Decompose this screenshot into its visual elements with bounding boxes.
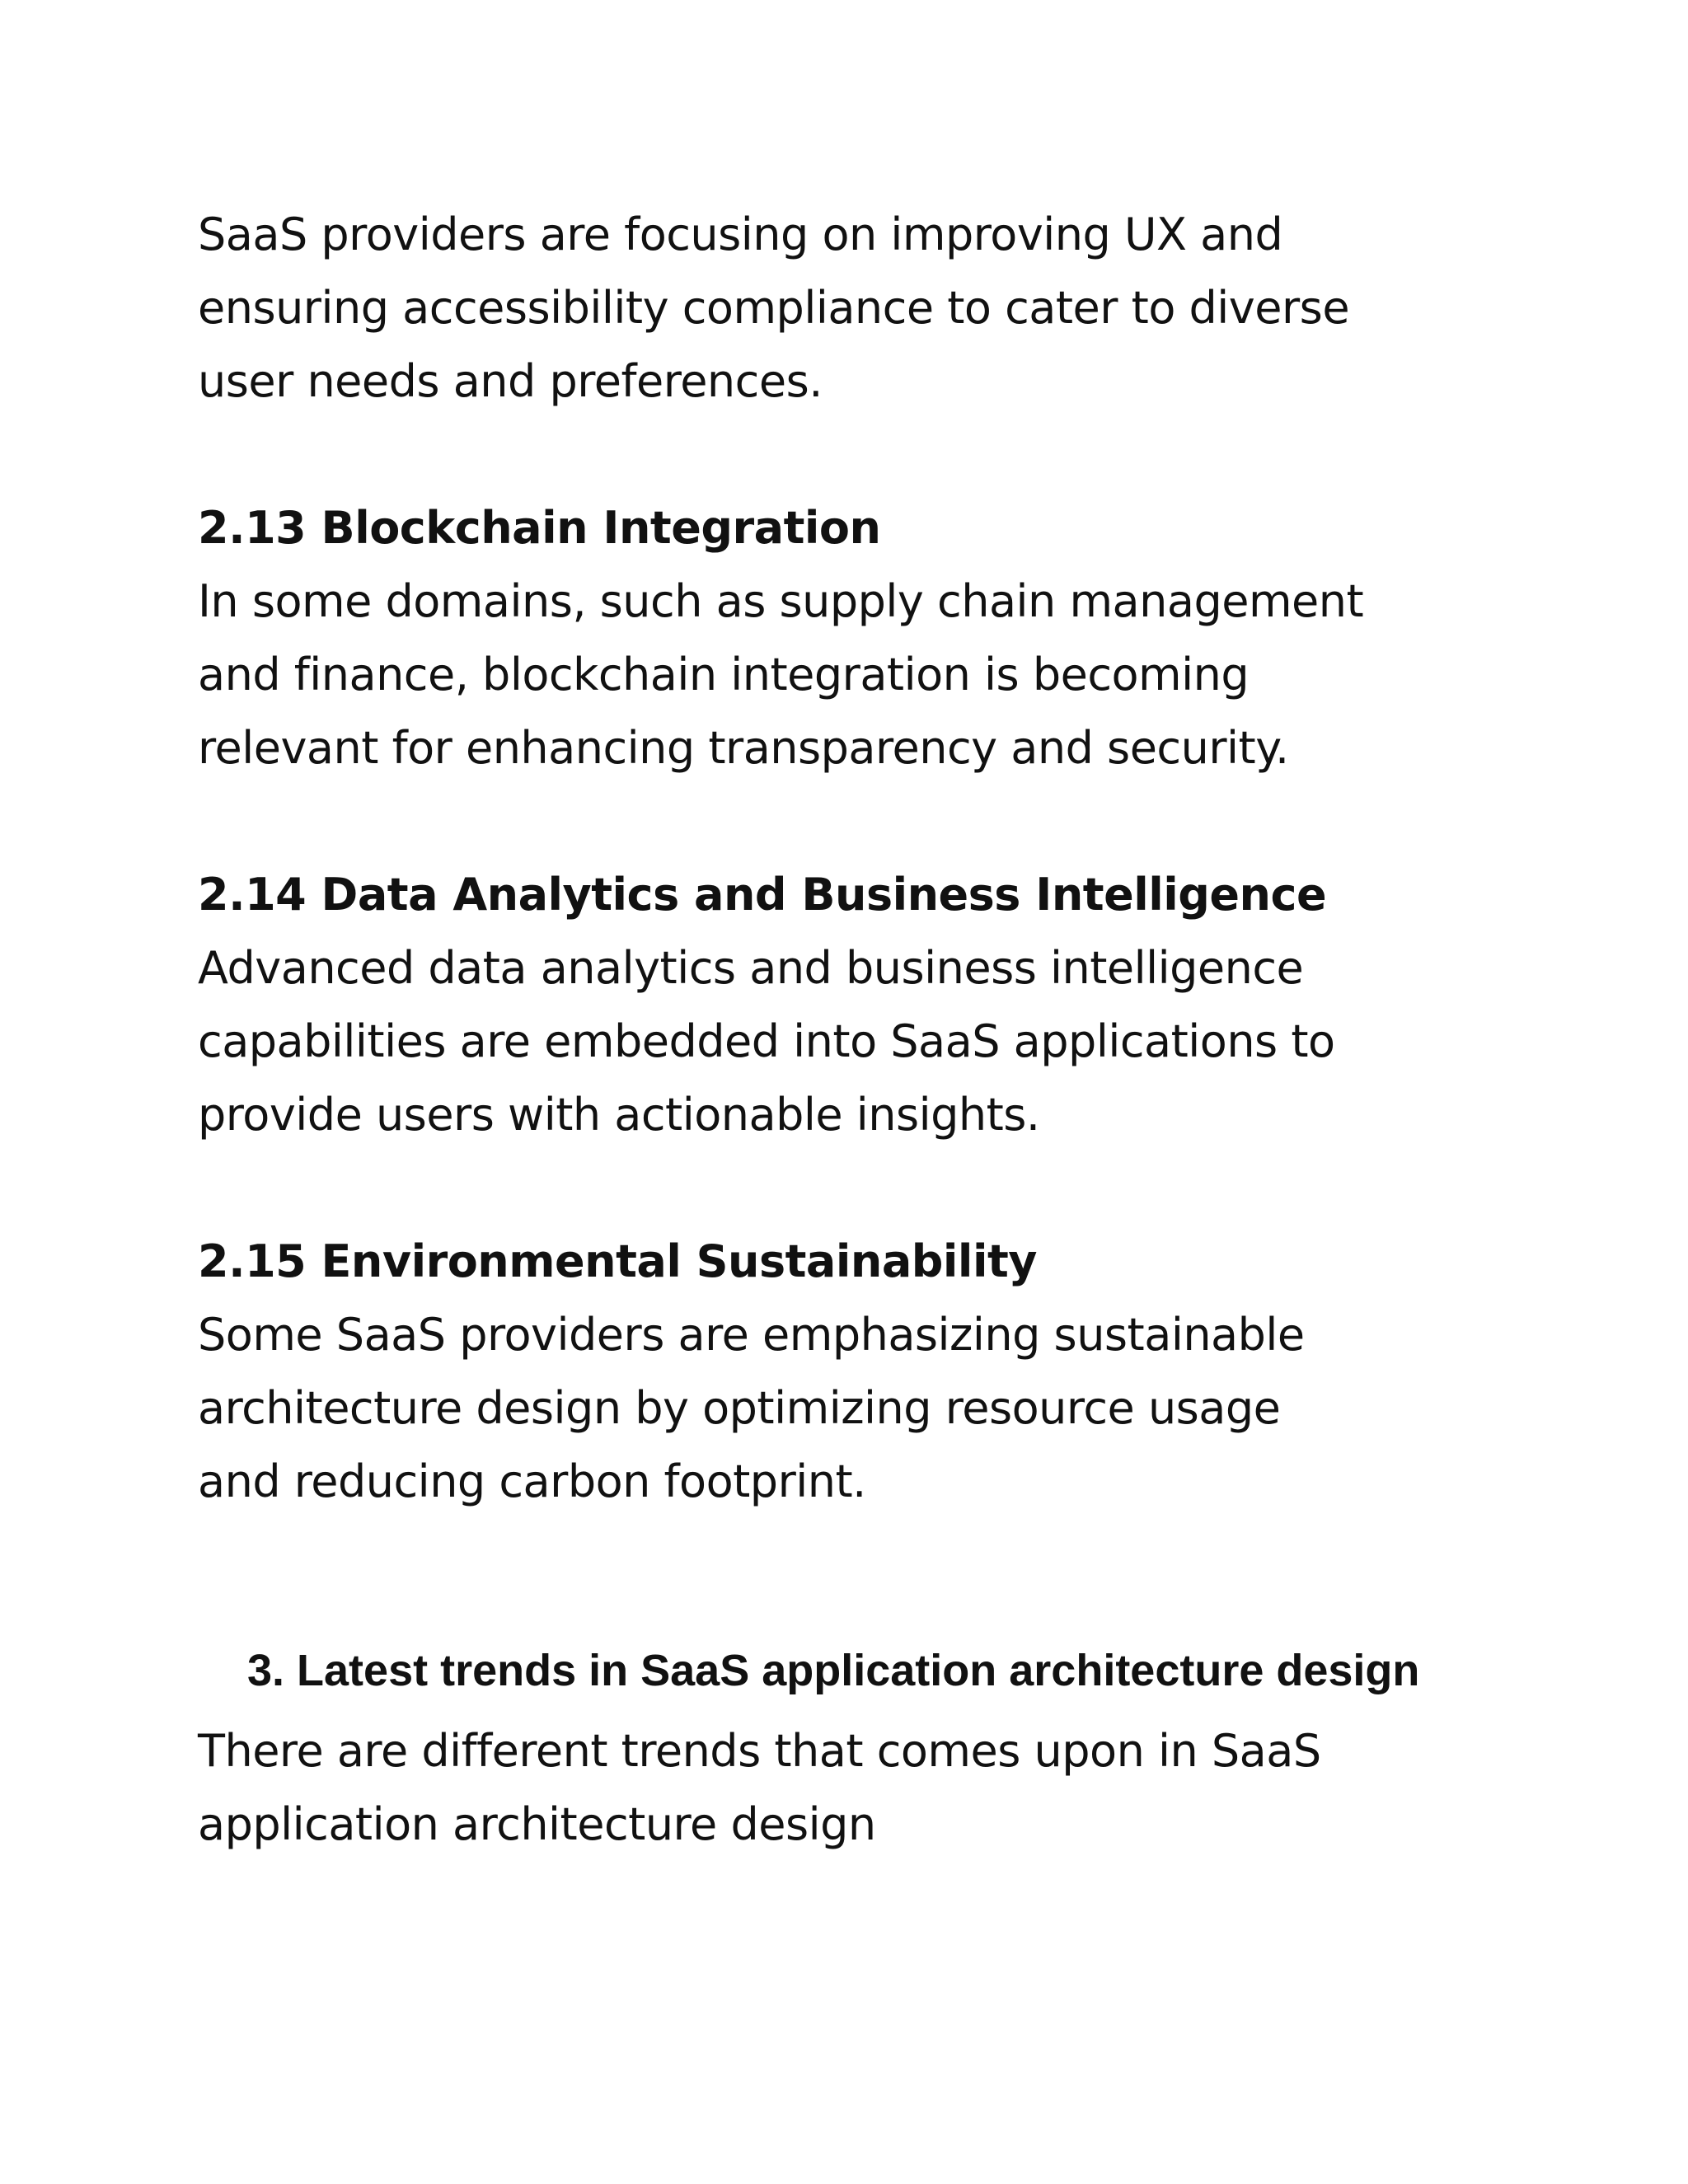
chapter-heading: 3. Latest trends in SaaS application architecture design <box>247 1646 1420 1695</box>
intro-paragraph: SaaS providers are focusing on improving UX and ensuring accessibility compliance to cater to diverse user needs and preferences. <box>198 209 1350 407</box>
spacer <box>198 1518 1517 1642</box>
section-body-2-15: Some SaaS providers are emphasizing sustainable architecture design by optimizing resource usage and reducing carbon footprint. <box>198 1309 1305 1507</box>
spacer <box>198 1151 1517 1225</box>
spacer <box>198 785 1517 858</box>
section-body-2-14: Advanced data analytics and business intelligence capabilities are embedded into SaaS applications to provide users with actionable insights. <box>198 942 1335 1141</box>
section-heading-2-13: 2.13 Blockchain Integration <box>198 502 881 554</box>
page-content <box>198 198 1517 1861</box>
section-heading-2-14: 2.14 Data Analytics and Business Intelligence <box>198 869 1327 921</box>
spacer <box>198 418 1517 491</box>
section-heading-2-15: 2.15 Environmental Sustainability <box>198 1235 1037 1287</box>
section-body-2-13: In some domains, such as supply chain management and finance, blockchain integration is becoming relevant for enhancing transparency and security. <box>198 575 1364 774</box>
chapter-body: There are different trends that comes upon in SaaS application architecture design <box>198 1725 1321 1850</box>
